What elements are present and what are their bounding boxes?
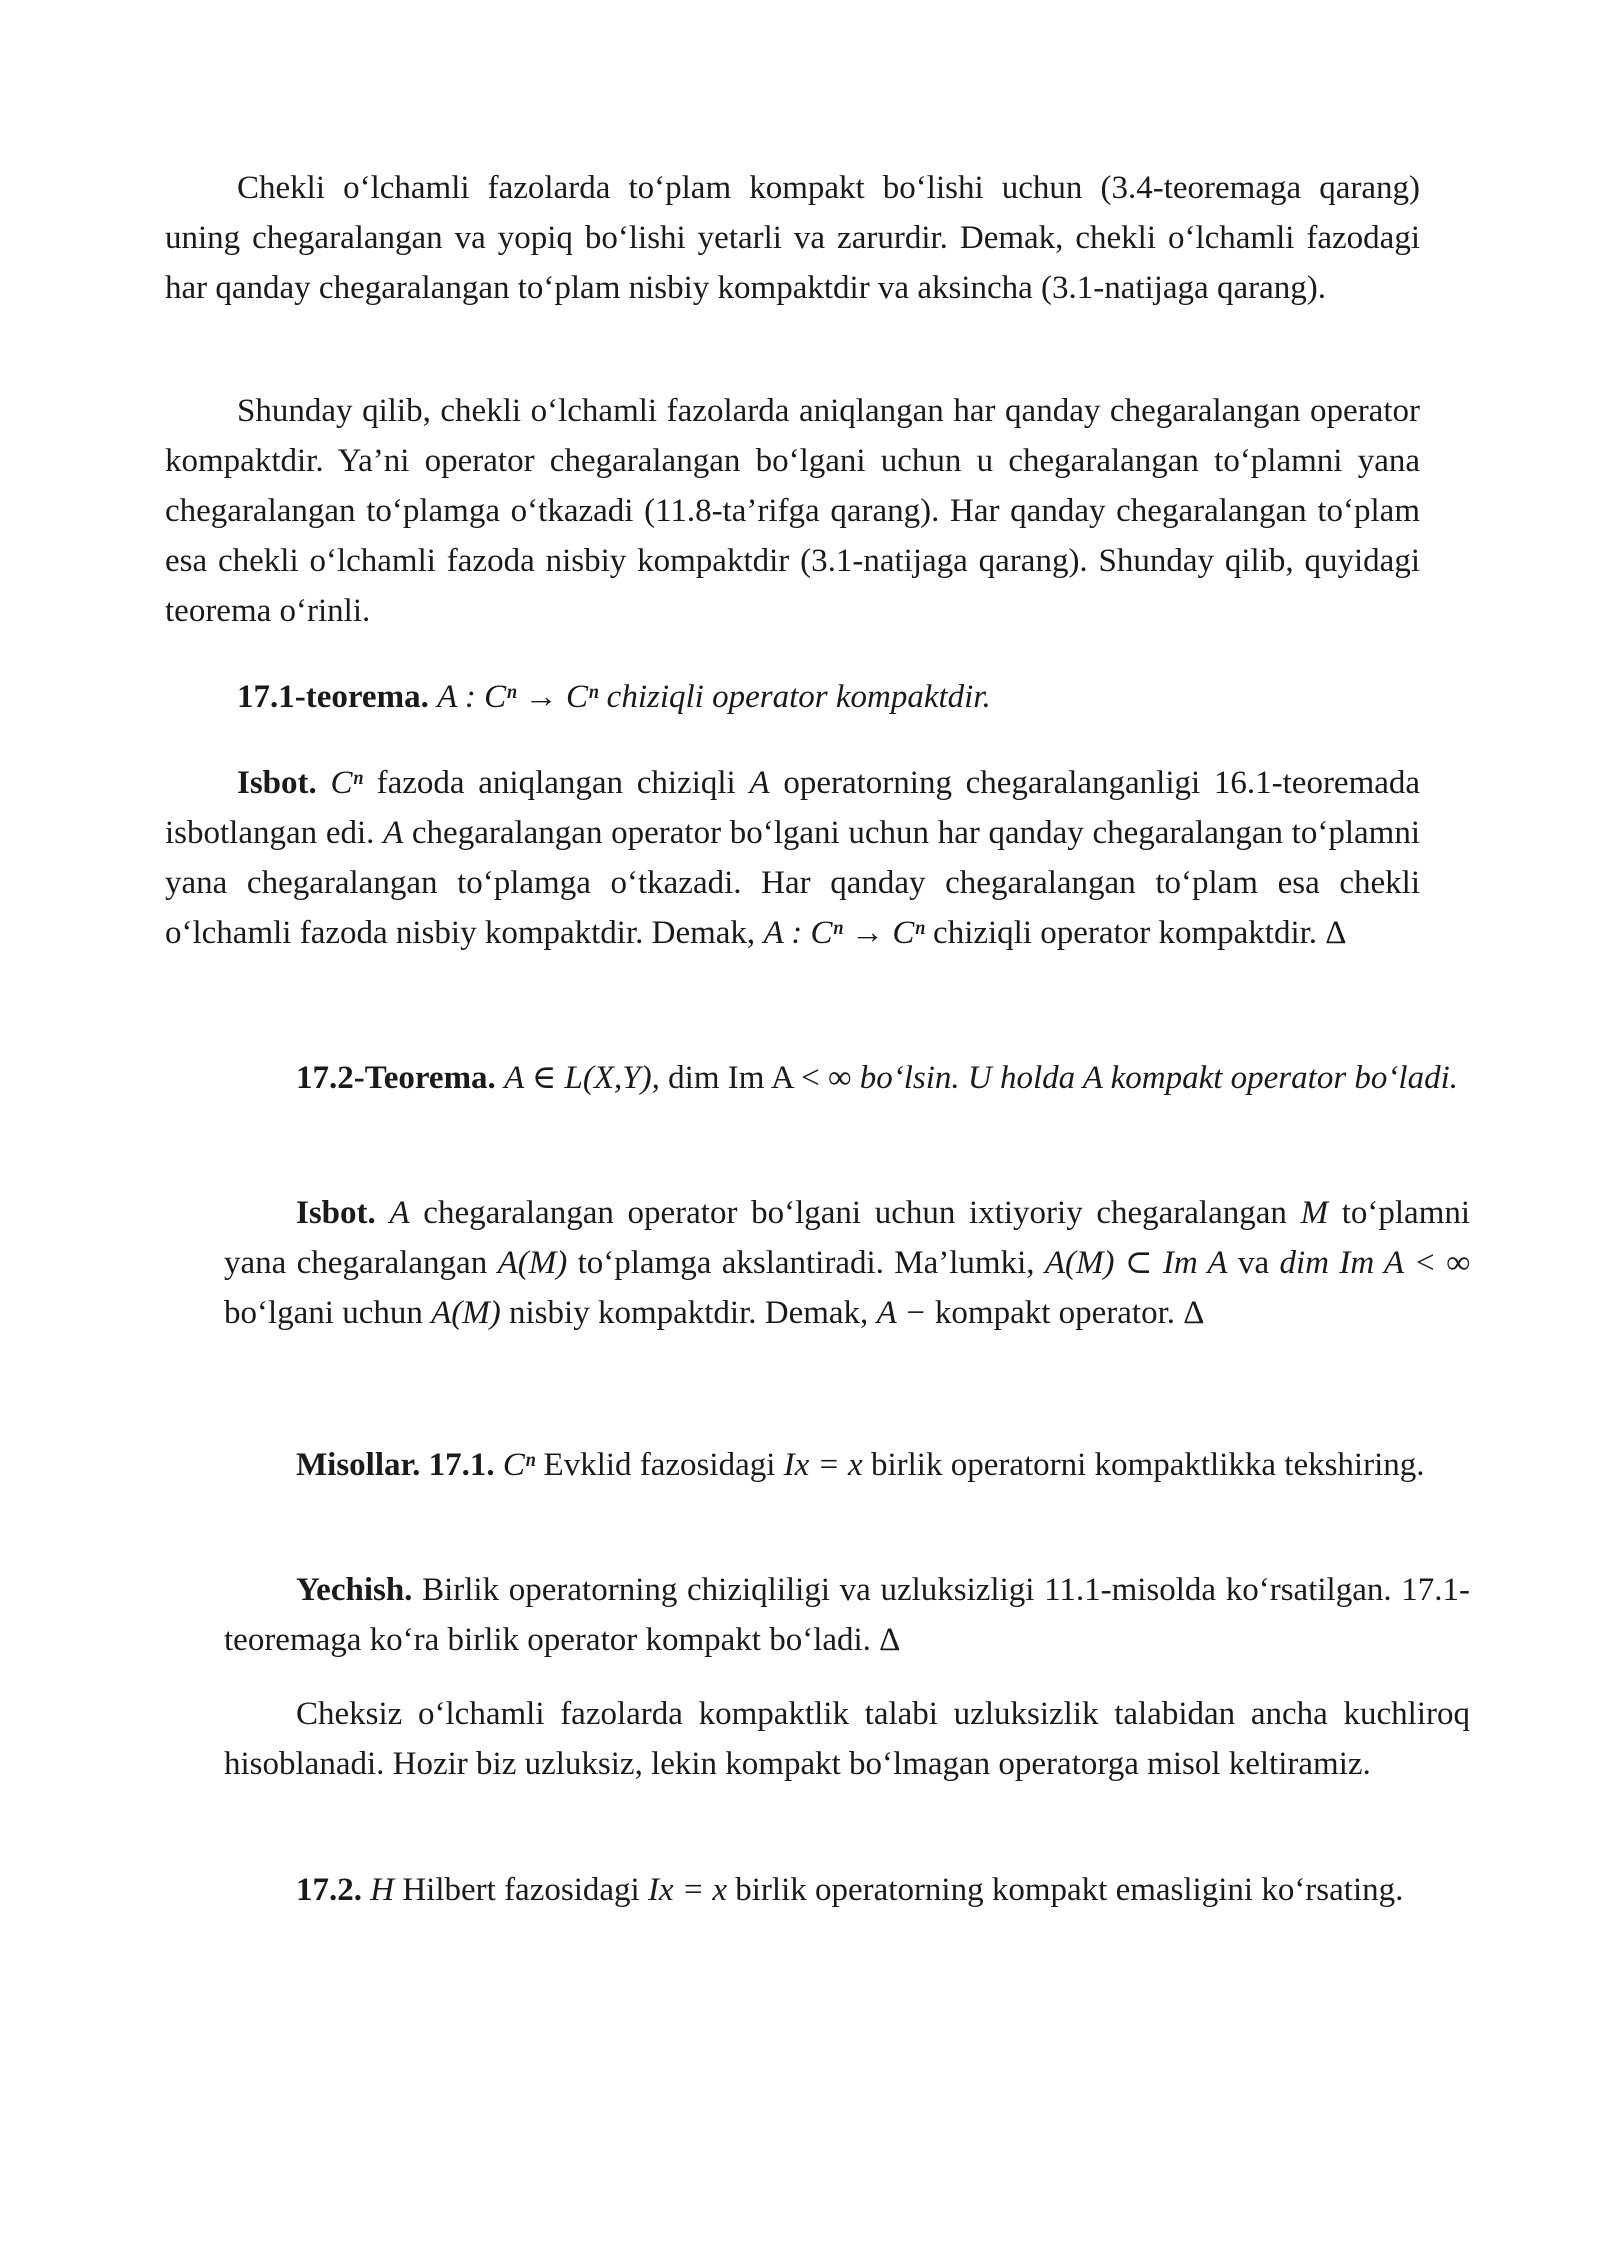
proof-text: bo‘lgani uchun: [224, 1295, 423, 1331]
math-operator: A: [383, 815, 404, 851]
proof-text: chegaralangan operator bo‘lgani uchun ixtiyoriy chegaralangan: [423, 1195, 1287, 1231]
example-label: Misollar. 17.1.: [296, 1447, 495, 1483]
example-text: Evklid fazosidagi: [543, 1447, 776, 1483]
proof-text: operatorning chegaralanganligi 16.1-teoremada isbotlangan edi.: [165, 765, 1421, 851]
theorem-statement: chiziqli operator kompaktdir.: [606, 679, 991, 715]
math-operator: A: [389, 1195, 410, 1231]
math-image: A(M): [431, 1295, 501, 1331]
example-label: 17.2.: [296, 1872, 362, 1908]
proof-text: kompakt operator. Δ: [934, 1295, 1205, 1331]
math-space: Cⁿ: [330, 765, 363, 801]
proof-text: to‘plamga akslantiradi. Ma’lumki,: [577, 1245, 1035, 1281]
math-image: A(M): [497, 1245, 568, 1281]
math-formula: A : Cⁿ → Cⁿ: [763, 915, 925, 951]
paragraph-text: Shunday qilib, chekli o‘lchamli fazolarda aniqlangan har qanday chegaralangan operator kompaktdir. Ya’ni operator chegaralangan bo‘lgani uchun u chegaralangan to‘plamni yana chegaralangan to‘plamga o‘tkazadi (11.8-ta’rifga qarang). Har qanday chegaralangan to‘plam esa chekli o‘lchamli fazoda nisbiy kompaktdir (3.1-natijaga qarang). Shunday qilib, quyidagi teorema o‘rinli.: [165, 393, 1420, 629]
math-space: Cⁿ: [502, 1447, 536, 1483]
theorem-formula: A : Cⁿ → Cⁿ: [437, 679, 599, 715]
paragraph-bounded-operator: [165, 386, 1420, 636]
paragraph-text: Cheksiz o‘lchamli fazolarda kompaktlik talabi uzluksizlik talabidan ancha kuchliroq hisoblanadi. Hozir biz uzluksiz, lekin kompakt bo‘lmagan operatorga misol keltiramiz.: [224, 1696, 1470, 1782]
math-operator: A: [749, 765, 770, 801]
math-formula: Ix = x: [783, 1447, 863, 1483]
theorem-17-1: [165, 672, 1420, 722]
solution-17-1: [224, 1565, 1470, 1665]
math-space: H: [370, 1872, 395, 1908]
proof-text: to‘plamni yana chegaralangan: [224, 1195, 1471, 1281]
example-text: birlik operatorning kompakt emasligini ko‘rsating.: [735, 1872, 1404, 1908]
theorem-statement: bo‘lsin. U holda A kompakt operator bo‘ladi.: [859, 1060, 1458, 1096]
paragraph-text: Chekli o‘lchamli fazolarda to‘plam kompakt bo‘lishi uchun (3.4-teoremaga qarang) uning chegaralangan va yopiq bo‘lishi yetarli va zarurdir. Demak, chekli o‘lchamli fazodagi har qanday chegaralangan to‘plam nisbiy kompaktdir va aksincha (3.1-natijaga qarang).: [165, 170, 1420, 306]
math-formula: Ix = x: [647, 1872, 727, 1908]
example-text: birlik operatorni kompaktlikka tekshiring.: [870, 1447, 1425, 1483]
proof-text: va: [1237, 1245, 1270, 1281]
proof-text: chiziqli operator kompaktdir. Δ: [933, 915, 1347, 951]
example-17-2: [224, 1865, 1470, 1915]
theorem-formula: A ∈ L(X,Y),: [504, 1060, 660, 1096]
math-formula: A(M) ⊂ Im A: [1044, 1245, 1228, 1281]
theorem-label: 17.1-teorema.: [237, 679, 429, 715]
theorem-17-2: [224, 1053, 1470, 1103]
paragraph-compact-sets: [165, 163, 1420, 313]
theorem-formula: dim Im A < ∞: [668, 1060, 852, 1096]
proof-label: Isbot.: [237, 765, 317, 801]
proof-17-2: [224, 1188, 1470, 1338]
paragraph-infinite-dimensional: [224, 1689, 1470, 1789]
example-text: Hilbert fazosidagi: [402, 1872, 640, 1908]
math-formula: dim Im A < ∞: [1279, 1245, 1470, 1281]
math-set: M: [1300, 1195, 1329, 1231]
proof-text: chegaralangan operator bo‘lgani uchun har qanday chegaralangan to‘plamni yana chegaralangan to‘plamga o‘tkazadi. Har qanday chegaralangan to‘plam esa chekli o‘lchamli fazoda nisbiy kompaktdir. Demak,: [165, 815, 1420, 951]
example-17-1: [224, 1440, 1470, 1490]
solution-label: Yechish.: [296, 1572, 413, 1608]
proof-text: fazoda aniqlangan chiziqli: [376, 765, 736, 801]
math-operator: A −: [876, 1295, 927, 1331]
solution-text: Birlik operatorning chiziqliligi va uzluksizligi 11.1-misolda ko‘rsatilgan. 17.1-teoremaga ko‘ra birlik operator kompakt bo‘ladi. Δ: [224, 1572, 1470, 1658]
proof-label: Isbot.: [296, 1195, 376, 1231]
proof-text: nisbiy kompaktdir. Demak,: [509, 1295, 869, 1331]
proof-17-1: [165, 758, 1420, 958]
theorem-label: 17.2-Teorema.: [296, 1060, 496, 1096]
